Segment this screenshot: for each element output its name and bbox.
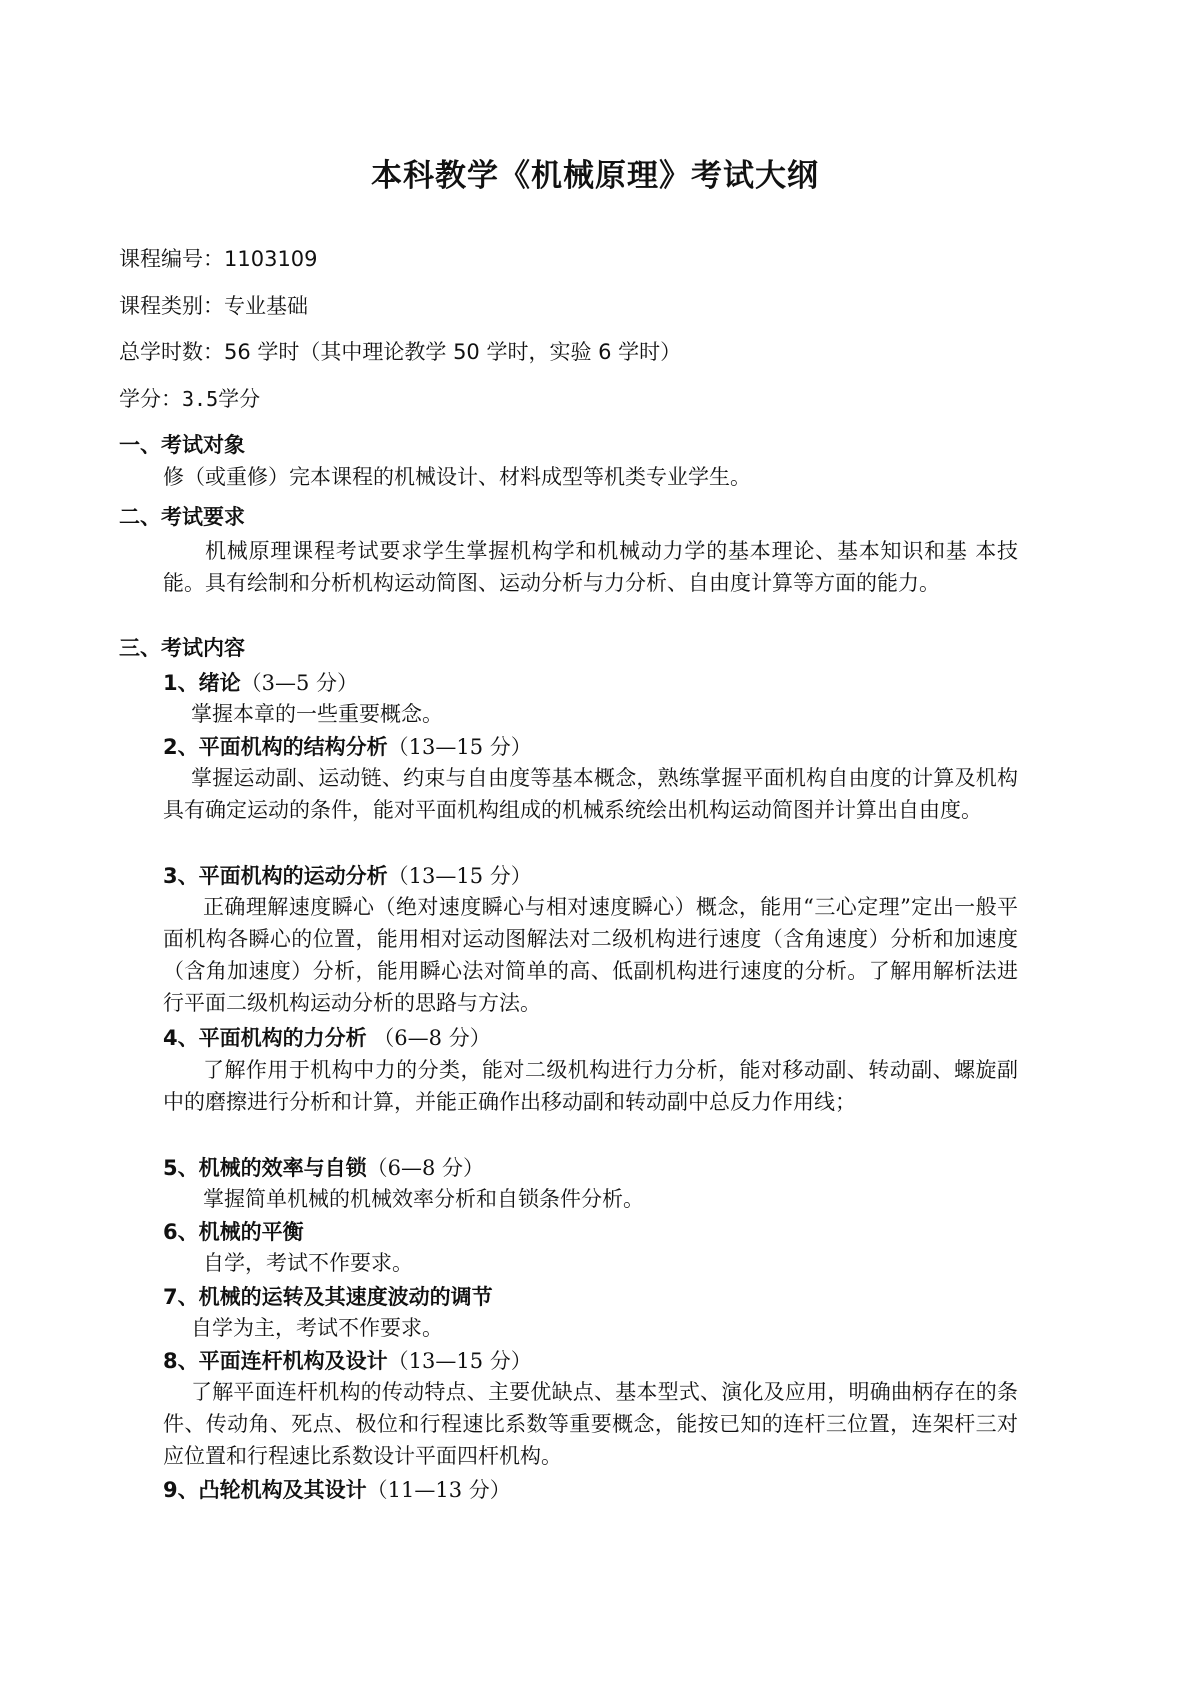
topic-text: 正确理解速度瞬心（绝对速度瞬心与相对速度瞬心）概念，能用“三心定理”定出一般平面机构各瞬心的位置，能用相对运动图解法对二级机构进行速度（含角速度）分析和加速度（含角加速度）分析，能用瞬心法对简单的高、低副机构进行速度的分析。了解用解析法进行平面二级机构运动分析的思路与方法。 (163, 895, 1018, 1015)
course-code: 课程编号：1103109 (119, 247, 318, 271)
section-heading-exam-target: 一、考试对象 (119, 433, 245, 457)
topic-points: （13—15 分） (387, 864, 532, 888)
section-heading-exam-content: 三、考试内容 (119, 636, 245, 660)
topic-title: 9、凸轮机构及其设计 (163, 1478, 367, 1502)
credits-value: 3.5 (182, 387, 219, 411)
topic-heading (163, 1474, 511, 1504)
topic-heading (163, 1152, 484, 1182)
topic-points: （6—8 分） (366, 1026, 491, 1050)
topic-title: 5、机械的效率与自锁 (163, 1156, 367, 1180)
topic-heading (163, 1281, 493, 1311)
page-title: 本科教学《机械原理》考试大纲 (371, 158, 819, 194)
topic-points: （3—5 分） (240, 671, 359, 695)
topic-heading (163, 1216, 304, 1246)
topic-title: 1、绪论 (163, 671, 241, 695)
topic-text: 掌握简单机械的机械效率分析和自锁条件分析。 (203, 1187, 644, 1211)
topic-text: 自学为主，考试不作要求。 (191, 1316, 443, 1340)
topic-heading (163, 1345, 532, 1375)
topic-points: （6—8 分） (366, 1156, 485, 1180)
topic-heading (163, 860, 532, 890)
topic-title: 8、平面连杆机构及设计 (163, 1349, 388, 1373)
section-heading-exam-requirements: 二、考试要求 (119, 505, 245, 529)
credits-unit: 学分 (218, 387, 261, 411)
topic-title: 6、机械的平衡 (163, 1220, 304, 1244)
section-text-exam-target: 修（或重修）完本课程的机械设计、材料成型等机类专业学生。 (163, 465, 751, 489)
topic-title: 7、机械的运转及其速度波动的调节 (163, 1285, 493, 1309)
topic-text: 掌握运动副、运动链、约束与自由度等基本概念，熟练掌握平面机构自由度的计算及机构具有确定运动的条件，能对平面机构组成的机械系统绘出机构运动简图并计算出自由度。 (163, 766, 1018, 822)
course-type: 课程类别：专业基础 (119, 294, 308, 318)
topic-heading (163, 1022, 491, 1052)
topic-text: 了解作用于机构中力的分类，能对二级机构进行力分析，能对移动副、转动副、螺旋副中的磨擦进行分析和计算，并能正确作出移动副和转动副中总反力作用线； (163, 1058, 1018, 1114)
section-text-exam-requirements: 机械原理课程考试要求学生掌握机构学和机械动力学的基本理论、基本知识和基 本技能。具有绘制和分析机构运动简图、运动分析与力分析、自由度计算等方面的能力。 (163, 539, 1018, 595)
topic-title: 4、平面机构的力分析 (163, 1026, 367, 1050)
topic-title: 3、平面机构的运动分析 (163, 864, 388, 888)
topic-text: 了解平面连杆机构的传动特点、主要优缺点、基本型式、演化及应用，明确曲柄存在的条件、传动角、死点、极位和行程速比系数等重要概念，能按已知的连杆三位置，连架杆三对应位置和行程速比系数设计平面四杆机构。 (163, 1380, 1018, 1468)
credits (119, 383, 260, 413)
topic-points: （13—15 分） (387, 1349, 532, 1373)
topic-heading (163, 667, 358, 697)
total-hours: 总学时数：56 学时（其中理论教学 50 学时，实验 6 学时） (119, 340, 682, 364)
topic-title: 2、平面机构的结构分析 (163, 735, 388, 759)
topic-points: （11—13 分） (366, 1478, 511, 1502)
topic-text: 掌握本章的一些重要概念。 (191, 702, 443, 726)
topic-points: （13—15 分） (387, 735, 532, 759)
credits-label: 学分： (119, 387, 182, 411)
topic-text: 自学，考试不作要求。 (203, 1251, 413, 1275)
topic-heading (163, 731, 532, 761)
